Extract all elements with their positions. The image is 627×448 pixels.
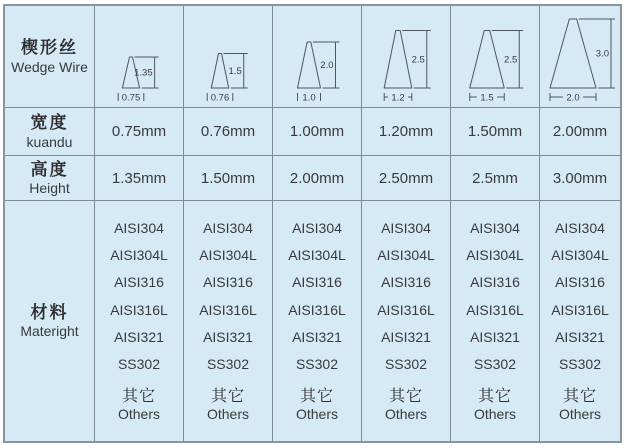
material-item: AISI316 xyxy=(203,274,253,291)
width-value: 1.00mm xyxy=(289,123,345,140)
svg-text:1.2: 1.2 xyxy=(391,92,405,103)
material-item: AISI321 xyxy=(555,328,605,345)
row-header-wedge-wire-en: Wedge Wire xyxy=(11,58,88,75)
width-value-cell xyxy=(540,108,620,156)
material-item: AISI304 xyxy=(381,220,431,237)
row-header-wedge-wire-zh: 楔形丝 xyxy=(21,38,78,58)
row-header-height xyxy=(5,156,95,201)
material-item: SS302 xyxy=(384,355,428,372)
material-item: AISI316L xyxy=(377,301,435,318)
wedge-diagram-cell xyxy=(540,6,620,108)
material-item: AISI304L xyxy=(551,247,609,264)
material-item: SS302 xyxy=(117,355,161,372)
material-item: AISI316 xyxy=(555,274,605,291)
wedge-profile-diagram xyxy=(451,7,539,107)
height-value-cell xyxy=(540,156,620,201)
height-value: 2.50mm xyxy=(378,169,434,187)
height-value: 2.5mm xyxy=(472,169,518,187)
material-item: AISI304 xyxy=(114,220,164,237)
svg-text:2.0: 2.0 xyxy=(320,59,334,71)
height-value-cell xyxy=(95,156,184,201)
wedge-profile-diagram xyxy=(540,7,620,107)
material-item: AISI304L xyxy=(466,247,524,264)
material-item: AISI304 xyxy=(470,220,520,237)
material-item: SS302 xyxy=(473,355,517,372)
width-value-cell xyxy=(95,108,184,156)
material-item: AISI316L xyxy=(466,301,524,318)
material-item: AISI304L xyxy=(377,247,435,264)
materials-cell xyxy=(95,201,184,441)
material-item: AISI316L xyxy=(288,301,346,318)
material-others-zh: 其它 xyxy=(388,387,423,405)
wedge-wire-spec-table xyxy=(3,4,622,443)
material-others-zh: 其它 xyxy=(299,387,334,405)
width-value: 0.76mm xyxy=(200,123,256,140)
svg-text:1.5: 1.5 xyxy=(228,65,242,77)
width-value: 0.75mm xyxy=(111,123,167,140)
material-others-en: Others xyxy=(558,405,601,422)
height-value-cell xyxy=(184,156,273,201)
height-value: 1.50mm xyxy=(200,169,256,187)
width-value: 1.50mm xyxy=(467,123,523,140)
wedge-profile-diagram xyxy=(184,7,272,107)
height-value-cell xyxy=(362,156,451,201)
material-item: AISI304L xyxy=(199,247,257,264)
material-others-en: Others xyxy=(117,405,160,422)
wedge-profile-diagram xyxy=(273,7,361,107)
material-item: AISI316L xyxy=(551,301,609,318)
svg-text:1.0: 1.0 xyxy=(302,92,316,103)
materials-cell xyxy=(184,201,273,441)
material-item: AISI316 xyxy=(381,274,431,291)
material-item: AISI316L xyxy=(110,301,168,318)
height-value-cell xyxy=(273,156,362,201)
material-others-en: Others xyxy=(295,405,338,422)
wedge-diagram-cell xyxy=(451,6,540,108)
material-others-zh: 其它 xyxy=(562,387,597,405)
materials-cell xyxy=(362,201,451,441)
row-header-material xyxy=(5,201,95,441)
material-item: AISI304L xyxy=(288,247,346,264)
material-item-others xyxy=(118,383,160,422)
svg-text:0.75: 0.75 xyxy=(121,92,141,103)
wedge-diagram-cell xyxy=(273,6,362,108)
materials-cell xyxy=(540,201,620,441)
height-value: 1.35mm xyxy=(111,169,167,187)
svg-text:0.76: 0.76 xyxy=(210,92,230,103)
material-item: SS302 xyxy=(558,355,602,372)
material-item-others xyxy=(296,383,338,422)
material-item: AISI304 xyxy=(555,220,605,237)
material-item: AISI321 xyxy=(381,328,431,345)
material-item: AISI321 xyxy=(470,328,520,345)
svg-text:1.5: 1.5 xyxy=(480,92,494,103)
material-item-others xyxy=(385,383,427,422)
material-item-others xyxy=(474,383,516,422)
material-others-zh: 其它 xyxy=(477,387,512,405)
wedge-diagram-cell xyxy=(95,6,184,108)
wedge-profile-diagram xyxy=(362,7,450,107)
materials-cell xyxy=(273,201,362,441)
material-item: SS302 xyxy=(295,355,339,372)
material-others-en: Others xyxy=(473,405,516,422)
width-value-cell xyxy=(451,108,540,156)
material-item: AISI304L xyxy=(110,247,168,264)
material-others-en: Others xyxy=(384,405,427,422)
material-item: AISI316 xyxy=(292,274,342,291)
svg-text:1.35: 1.35 xyxy=(134,66,153,78)
materials-cell xyxy=(451,201,540,441)
material-item: SS302 xyxy=(206,355,250,372)
row-header-material-zh: 材料 xyxy=(30,302,69,322)
row-header-width-en: kuandu xyxy=(26,133,73,150)
material-item-others xyxy=(559,383,601,422)
wedge-diagram-cell xyxy=(184,6,273,108)
material-others-zh: 其它 xyxy=(210,387,245,405)
material-others-zh: 其它 xyxy=(121,387,156,405)
material-others-en: Others xyxy=(206,405,249,422)
row-header-height-en: Height xyxy=(29,180,70,197)
row-header-width xyxy=(5,108,95,156)
material-item: AISI316 xyxy=(470,274,520,291)
svg-text:2.0: 2.0 xyxy=(566,92,580,103)
width-value-cell xyxy=(184,108,273,156)
row-header-width-zh: 宽度 xyxy=(30,113,69,133)
material-item: AISI321 xyxy=(114,328,164,345)
wedge-profile-diagram xyxy=(95,7,183,107)
height-value: 3.00mm xyxy=(552,169,608,187)
row-header-height-zh: 高度 xyxy=(30,159,69,179)
row-header-material-en: Materight xyxy=(20,323,79,340)
width-value-cell xyxy=(273,108,362,156)
wedge-diagram-cell xyxy=(362,6,451,108)
svg-text:2.5: 2.5 xyxy=(411,53,425,65)
material-item: AISI304 xyxy=(292,220,342,237)
height-value-cell xyxy=(451,156,540,201)
row-header-wedge-wire xyxy=(5,6,95,108)
material-item-others xyxy=(207,383,249,422)
width-value: 1.20mm xyxy=(378,123,434,140)
svg-text:2.5: 2.5 xyxy=(504,53,518,65)
material-item: AISI316L xyxy=(199,301,257,318)
material-item: AISI304 xyxy=(203,220,253,237)
svg-text:3.0: 3.0 xyxy=(595,48,609,59)
width-value: 2.00mm xyxy=(552,123,608,140)
width-value-cell xyxy=(362,108,451,156)
material-item: AISI316 xyxy=(114,274,164,291)
material-item: AISI321 xyxy=(292,328,342,345)
material-item: AISI321 xyxy=(203,328,253,345)
height-value: 2.00mm xyxy=(289,169,345,187)
